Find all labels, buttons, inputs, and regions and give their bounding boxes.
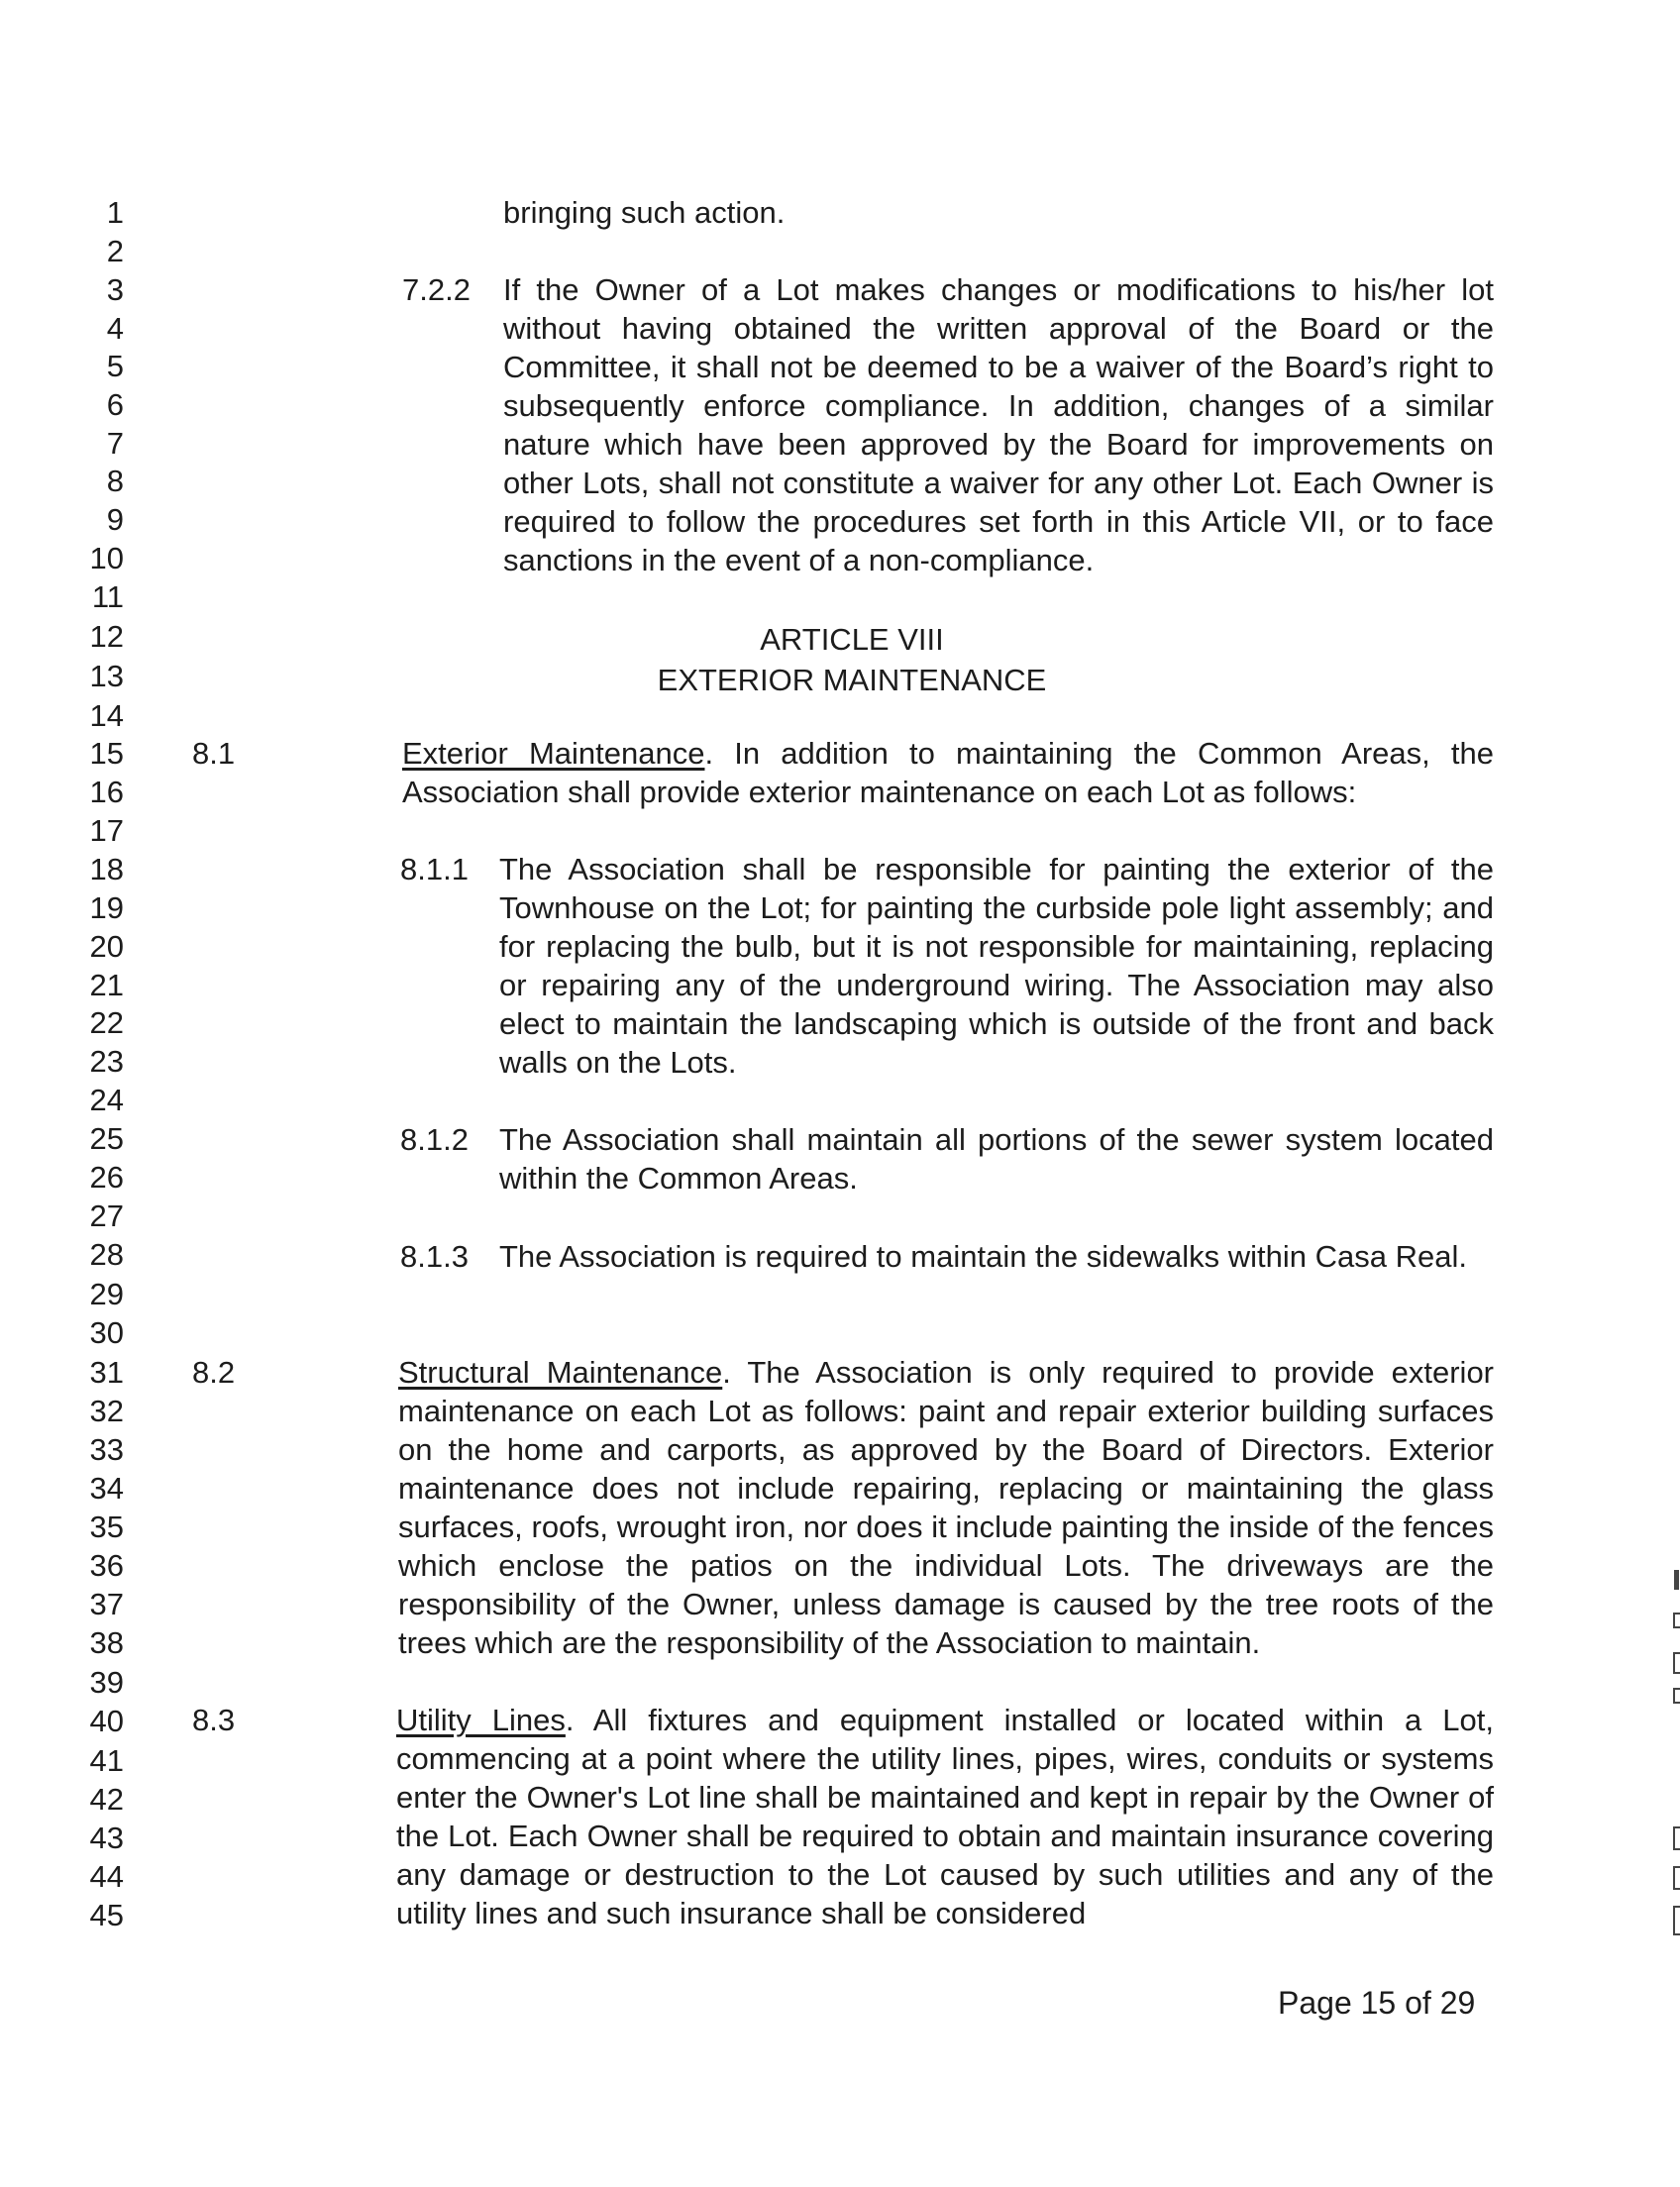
line-number: 43 <box>89 1821 124 1855</box>
line-number: 21 <box>89 968 124 1002</box>
line-number: 22 <box>89 1005 124 1040</box>
section-body: . The Association is only required to provide exterior maintenance on each Lot as follows: paint and repair exterior building surfaces on the home and carports, as approved by the Board of Directors. Exterior maintenance does not include repairing, replacing or maintaining the glass surfaces, roofs, wrought iron, nor does it include painting the inside of the fences which enclose the patios on the individual Lots. The driveways are the responsibility of the Owner, unless damage is caused by the tree roots of the trees which are the responsibility of the Association to maintain. <box>398 1355 1495 1660</box>
subsection-8-1-1-text: The Association shall be responsible for painting the exterior of the Townhouse on the Lot; for painting the curbside pole light assembly; and for replacing the bulb, but it is not responsible for maintaining, replacing or repairing any of the underground wiring. The Association may also elect to maintain the landscaping which is outside of the front and back walls on the Lots. <box>499 852 1494 1080</box>
page-number: Page 15 of 29 <box>1278 1985 1476 2021</box>
section-body: . All fixtures and equipment installed or located within a Lot, commencing at a point where the utility lines, pipes, wires, conduits or systems enter the Owner's Lot line shall be maintained and kept in repair by the Owner of the Lot. Each Owner shall be required to obtain and maintain insurance covering any damage or destruction to the Lot caused by such utilities and any of the utility lines and such insurance shall be considered <box>396 1703 1494 1930</box>
line-number: 41 <box>89 1743 124 1778</box>
line-number: 37 <box>89 1587 124 1621</box>
line-number: 30 <box>89 1315 124 1350</box>
line-number: 9 <box>106 502 124 537</box>
line-number: 36 <box>89 1548 124 1583</box>
line-number: 11 <box>91 579 124 614</box>
subsection-number: 8.1.3 <box>400 1239 469 1274</box>
section-heading: Utility Lines <box>396 1703 566 1737</box>
subsection-number: 8.1.2 <box>400 1122 469 1157</box>
line-number: 1 <box>106 195 124 230</box>
line-number: 32 <box>89 1394 124 1428</box>
line-number: 31 <box>89 1355 124 1390</box>
line-number: 24 <box>89 1083 124 1117</box>
line-number: 15 <box>89 736 124 771</box>
line-number: 17 <box>89 813 124 848</box>
section-8-3-text <box>396 1701 1494 1932</box>
line-number: 20 <box>89 929 124 964</box>
line-number: 8 <box>106 464 124 498</box>
line-number: 7 <box>106 426 124 461</box>
line-number: 42 <box>89 1782 124 1817</box>
line-number: 16 <box>89 775 124 809</box>
continued-paragraph: bringing such action. <box>503 195 786 230</box>
section-8-2-text <box>398 1353 1494 1662</box>
line-number: 14 <box>89 698 124 733</box>
subsection-7-2-2-text: If the Owner of a Lot makes changes or modifications to his/her lot without having obtained the written approval of the Board or the Committee, it shall not be deemed to be a waiver of the Board’s right to subsequently enforce compliance. In addition, changes of a similar nature which have been approved by the Board for improvements on other Lots, shall not constitute a waiver for any other Lot. Each Owner is required to follow the procedures set forth in this Article VII, or to face sanctions in the event of a non-compliance. <box>503 272 1494 577</box>
section-8-1-text <box>402 734 1494 811</box>
subsection-8-1-2-text: The Association shall maintain all portions of the sewer system located within the Common Areas. <box>499 1122 1494 1196</box>
line-number: 40 <box>89 1704 124 1738</box>
subsection-number: 7.2.2 <box>402 272 471 307</box>
subsection-number: 8.1.1 <box>400 852 469 886</box>
line-number: 45 <box>89 1898 124 1932</box>
line-number: 38 <box>89 1625 124 1660</box>
line-number: 26 <box>89 1160 124 1195</box>
line-number: 2 <box>106 234 124 268</box>
line-number: 27 <box>89 1198 124 1233</box>
line-number: 25 <box>89 1121 124 1156</box>
section-heading: Exterior Maintenance <box>402 736 705 771</box>
line-number: 39 <box>89 1665 124 1700</box>
line-number: 12 <box>89 619 124 654</box>
section-heading: Structural Maintenance <box>398 1355 723 1390</box>
article-title: ARTICLE VIII <box>760 622 944 657</box>
line-number: 34 <box>89 1471 124 1506</box>
line-number: 44 <box>89 1859 124 1894</box>
section-number: 8.2 <box>192 1355 236 1390</box>
scan-stamp-icon <box>1672 1570 1680 1946</box>
line-number: 35 <box>89 1510 124 1544</box>
section-number: 8.3 <box>192 1703 236 1737</box>
section-number: 8.1 <box>192 736 236 771</box>
line-number: 3 <box>106 272 124 307</box>
line-number: 18 <box>89 852 124 886</box>
line-number: 33 <box>89 1432 124 1467</box>
line-number: 29 <box>89 1277 124 1311</box>
section-body: . In addition to maintaining the Common Areas, the Association shall provide exterior maintenance on each Lot as follows: <box>402 736 1494 809</box>
line-number: 28 <box>89 1237 124 1272</box>
line-number: 4 <box>106 311 124 346</box>
line-number: 19 <box>89 890 124 925</box>
subsection-8-1-3-text: The Association is required to maintain the sidewalks within Casa Real. <box>499 1239 1467 1274</box>
line-number: 10 <box>89 541 124 575</box>
line-number: 13 <box>89 659 124 693</box>
line-number: 23 <box>89 1044 124 1079</box>
line-number: 6 <box>106 387 124 422</box>
article-subtitle: EXTERIOR MAINTENANCE <box>657 663 1047 697</box>
line-number: 5 <box>106 349 124 383</box>
